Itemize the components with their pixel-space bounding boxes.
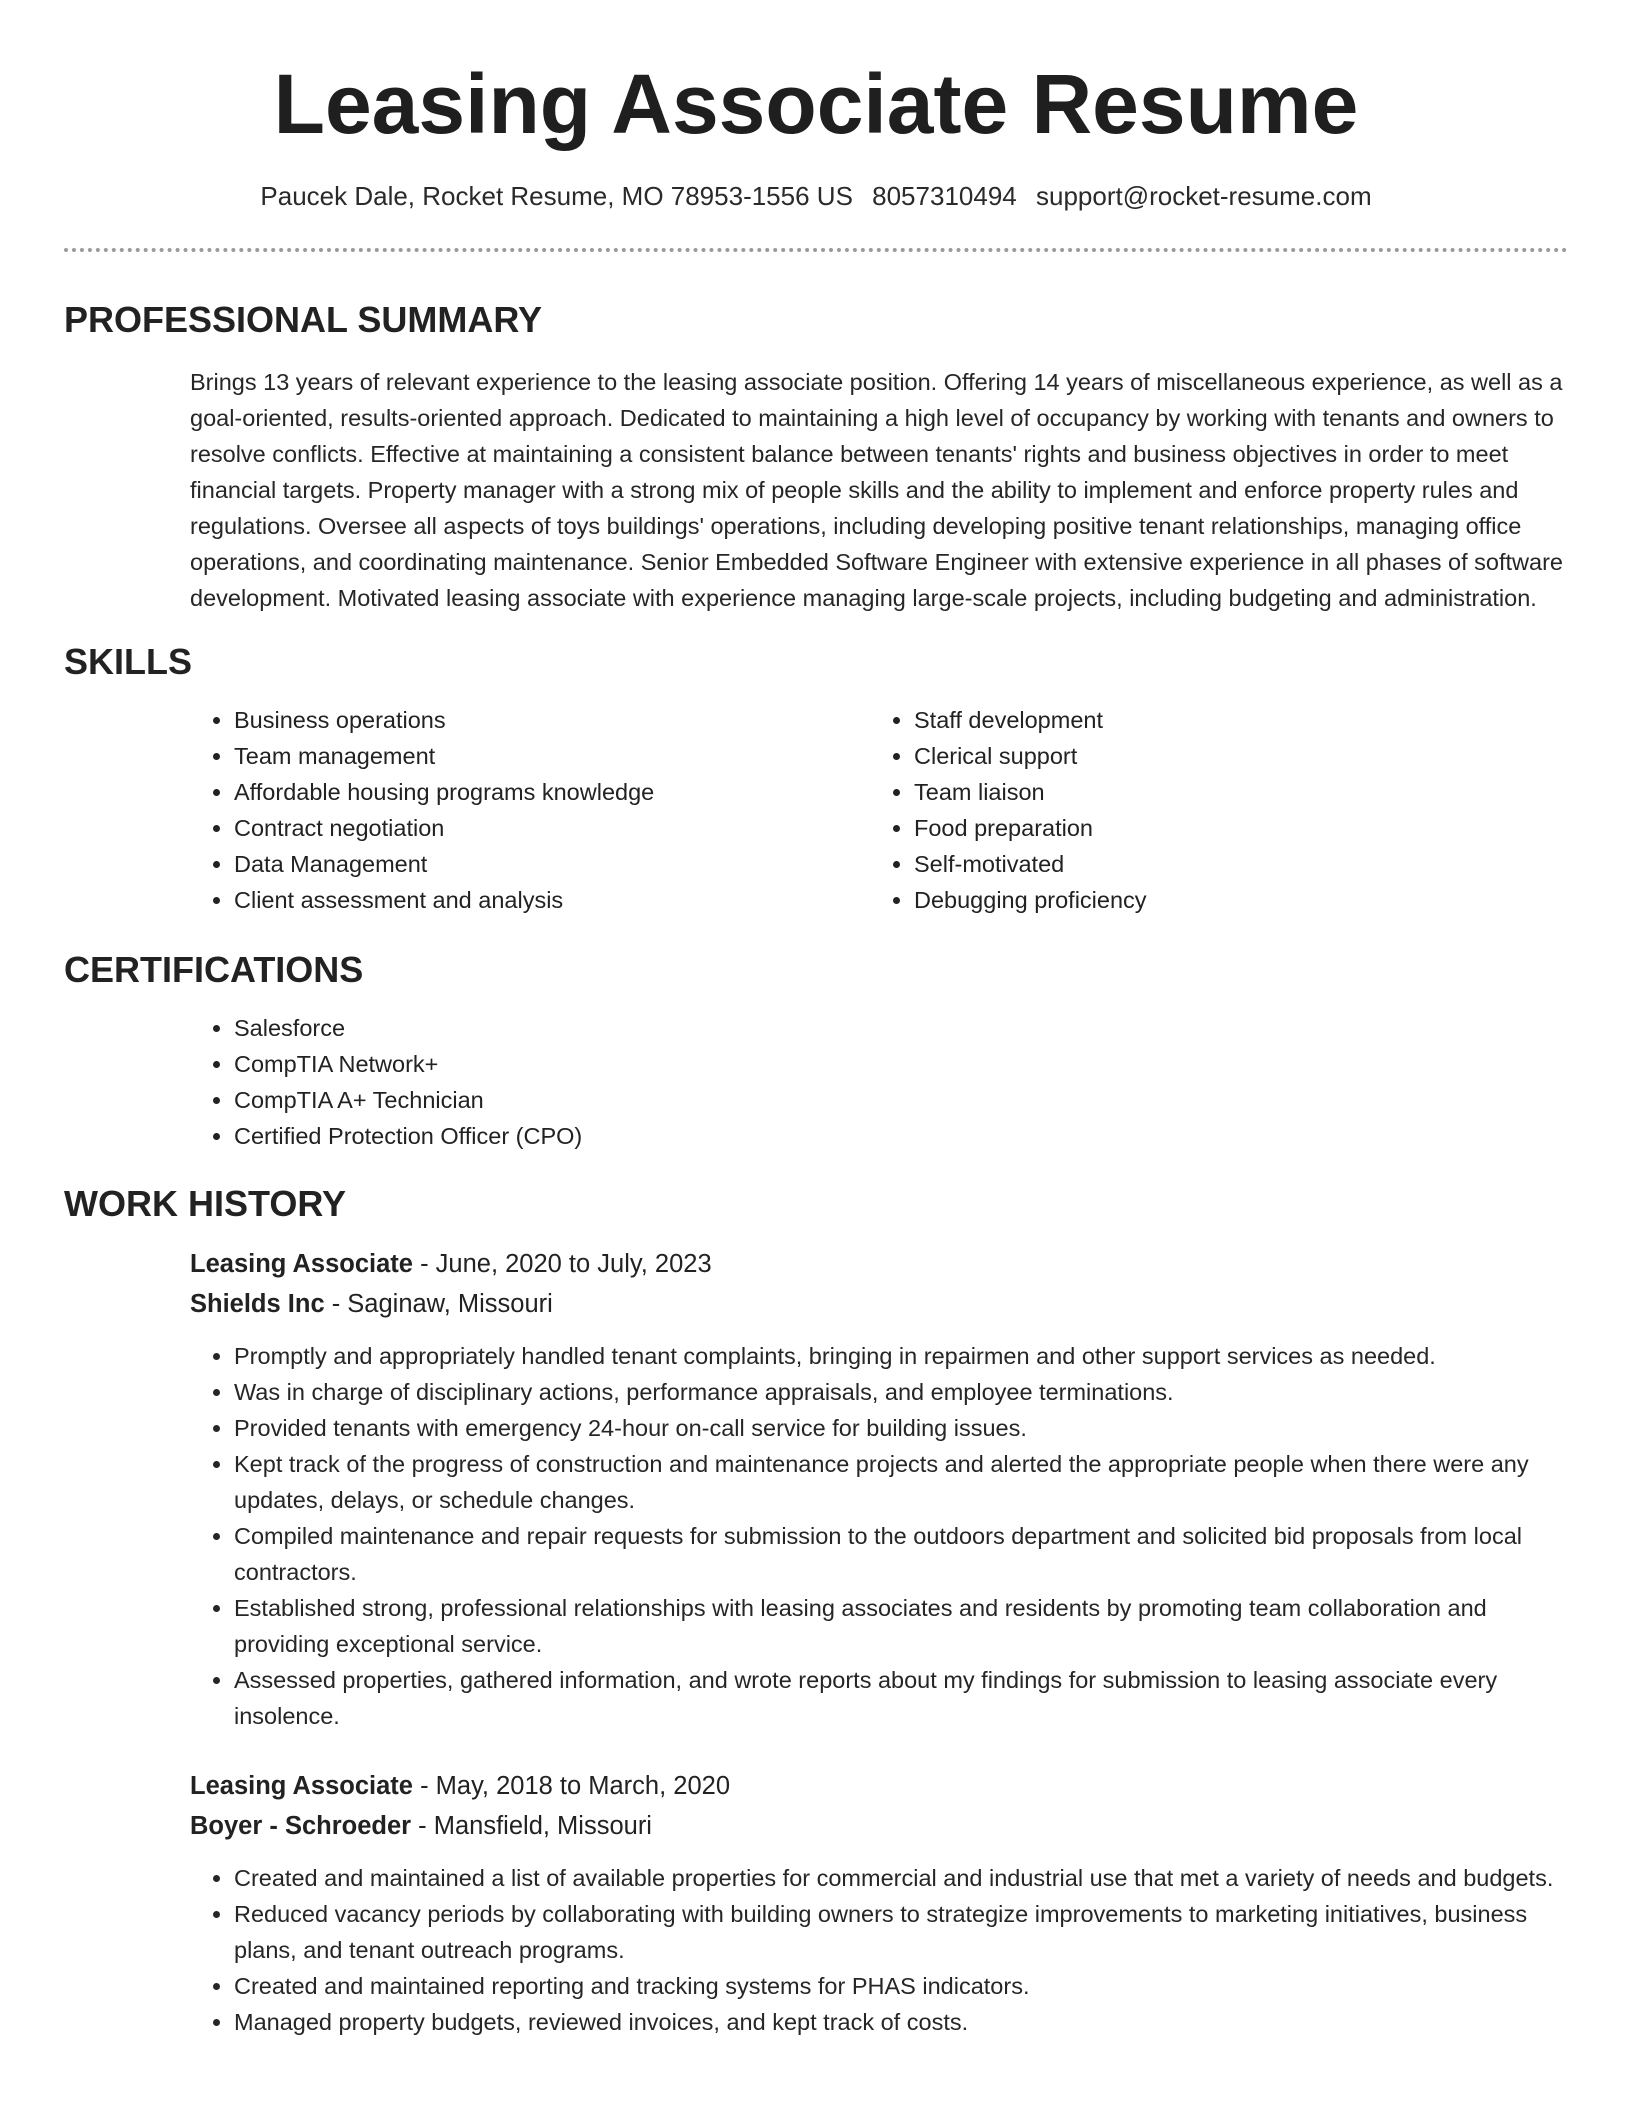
job-entry: [190, 1244, 1568, 1734]
work-history-section: [0, 1182, 1632, 2040]
job-dates: - June, 2020 to July, 2023: [412, 1250, 712, 1278]
skill-item: • Data Management: [234, 846, 870, 882]
skill-item: • Contract negotiation: [234, 810, 870, 846]
contact-address: Paucek Dale, Rocket Resume, MO 78953-1556 US: [260, 181, 853, 211]
job-duty: • Managed property budgets, reviewed invoices, and kept track of costs.: [234, 2004, 1568, 2040]
summary-section: [0, 298, 1632, 616]
section-title-summary: PROFESSIONAL SUMMARY: [64, 299, 543, 340]
job-duty: • Compiled maintenance and repair requests for submission to the outdoors department and solicited bid proposals from local contractors.: [234, 1518, 1568, 1590]
certification-item: • CompTIA Network+: [234, 1046, 1632, 1082]
job-company-line: [190, 1284, 1568, 1324]
skill-item: • Debugging proficiency: [914, 882, 1147, 918]
job-duties-list: [190, 1338, 1568, 1734]
contact-email: support@rocket-resume.com: [1035, 181, 1372, 211]
contact-phone: 8057310494: [872, 181, 1017, 211]
job-duty: • Created and maintained a list of available properties for commercial and industrial use that met a variety of needs and budgets.: [234, 1860, 1568, 1896]
job-duty: • Provided tenants with emergency 24-hour on-call service for building issues.: [234, 1410, 1568, 1446]
skill-item: • Self-motivated: [914, 846, 1147, 882]
job-title-line: [190, 1244, 1568, 1284]
skills-columns: [190, 702, 1632, 918]
header-divider: [64, 248, 1568, 252]
skill-item: • Staff development: [914, 702, 1147, 738]
job-duty: • Created and maintained reporting and tracking systems for PHAS indicators.: [234, 1968, 1568, 2004]
certification-item: • Salesforce: [234, 1010, 1632, 1046]
contact-line: [0, 178, 1632, 214]
job-duty: • Was in charge of disciplinary actions, performance appraisals, and employee terminations.: [234, 1374, 1568, 1410]
skills-list-left: [190, 702, 870, 918]
certification-item: • Certified Protection Officer (CPO): [234, 1118, 1632, 1154]
job-title-line: [190, 1766, 1568, 1806]
skill-item: • Affordable housing programs knowledge: [234, 774, 870, 810]
section-title-skills: SKILLS: [64, 641, 193, 682]
certifications-list: [190, 1010, 1632, 1154]
job-duty: • Assessed properties, gathered information, and wrote reports about my findings for submission to leasing associate every insolence.: [234, 1662, 1568, 1734]
job-company-line: [190, 1806, 1568, 1846]
job-company: Boyer - Schroeder: [190, 1812, 412, 1840]
job-entry: [190, 1766, 1568, 2040]
skills-list-right: [870, 702, 1147, 918]
job-duties-list: [190, 1860, 1568, 2040]
certification-item: • CompTIA A+ Technician: [234, 1082, 1632, 1118]
job-duty: • Established strong, professional relationships with leasing associates and residents by promoting team collaboration and providing exceptional service.: [234, 1590, 1568, 1662]
skill-item: • Team management: [234, 738, 870, 774]
section-title-certifications: CERTIFICATIONS: [64, 949, 364, 990]
job-location: - Mansfield, Missouri: [411, 1812, 652, 1840]
job-company: Shields Inc: [190, 1290, 325, 1318]
job-dates: - May, 2018 to March, 2020: [412, 1772, 731, 1800]
skill-item: • Food preparation: [914, 810, 1147, 846]
certifications-section: [0, 948, 1632, 1154]
resume-header: [0, 0, 1632, 214]
job-title: Leasing Associate: [190, 1250, 413, 1278]
section-title-work-history: WORK HISTORY: [64, 1183, 347, 1224]
skill-item: • Client assessment and analysis: [234, 882, 870, 918]
skill-item: • Business operations: [234, 702, 870, 738]
summary-text: Brings 13 years of relevant experience to the leasing associate position. Offering 14 years of miscellaneous experience, as well as a goal-oriented, results-oriented approach. Dedicated to maintaining a high level of occupancy by working with tenants and owners to resolve conflicts. Effective at maintaining a consistent balance between tenants' rights and business objectives in order to meet financial targets. Property manager with a strong mix of people skills and the ability to implement and enforce property rules and regulations. Oversee all aspects of toys buildings' operations, including developing positive tenant relationships, managing office operations, and coordinating maintenance. Senior Embedded Software Engineer with extensive experience in all phases of software development. Motivated leasing associate with experience managing large-scale projects, including budgeting and administration.: [190, 369, 1563, 611]
skill-item: • Team liaison: [914, 774, 1147, 810]
job-duty: • Reduced vacancy periods by collaborating with building owners to strategize improvements to marketing initiatives, business plans, and tenant outreach programs.: [234, 1896, 1568, 1968]
job-duty: • Kept track of the progress of construction and maintenance projects and alerted the appropriate people when there were any updates, delays, or schedule changes.: [234, 1446, 1568, 1518]
skills-section: [0, 640, 1632, 918]
job-title: Leasing Associate: [190, 1772, 413, 1800]
page-title: Leasing Associate Resume: [273, 57, 1359, 151]
job-duty: • Promptly and appropriately handled tenant complaints, bringing in repairmen and other support services as needed.: [234, 1338, 1568, 1374]
skill-item: • Clerical support: [914, 738, 1147, 774]
job-location: - Saginaw, Missouri: [324, 1290, 553, 1318]
